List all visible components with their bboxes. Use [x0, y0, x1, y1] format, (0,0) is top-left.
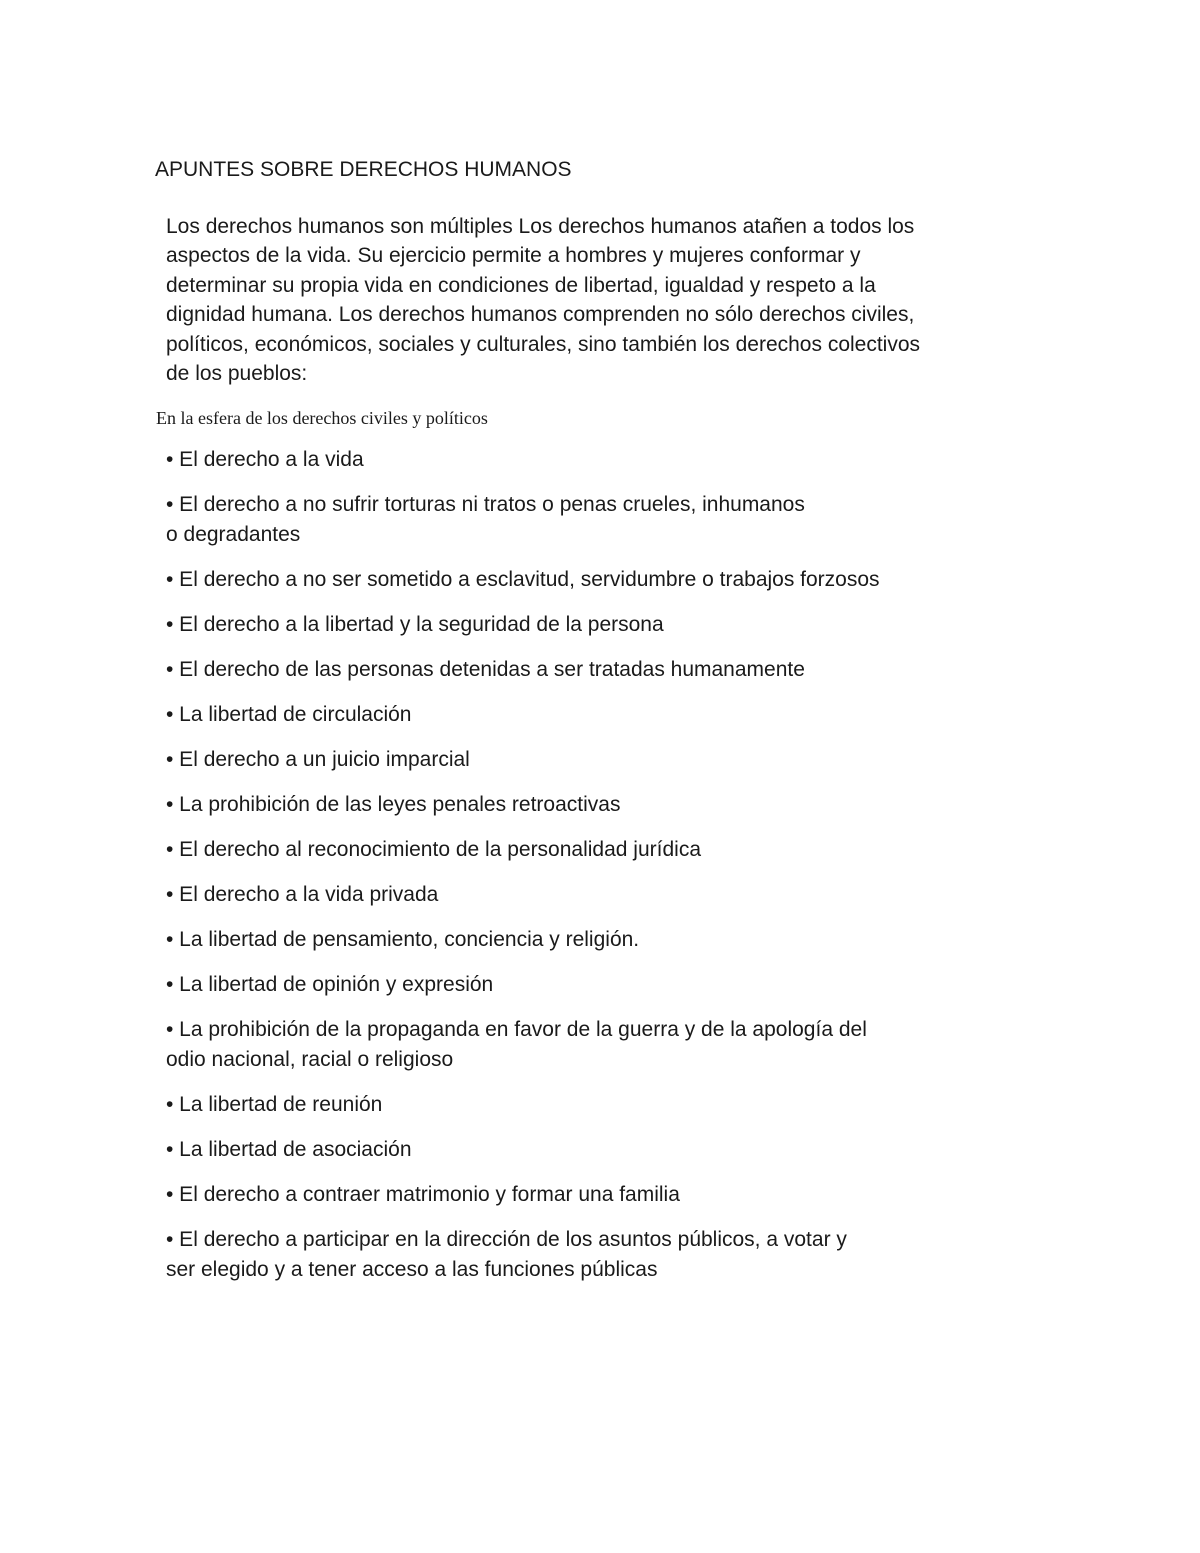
- list-item-line: • La prohibición de la propaganda en favor de la guerra y de la apología del: [166, 1018, 867, 1041]
- list-item-line: • La libertad de pensamiento, conciencia y religión.: [166, 928, 640, 951]
- intro-line: de los pueblos:: [166, 362, 308, 386]
- list-item: [166, 610, 880, 640]
- list-item-line: • El derecho a no sufrir torturas ni tratos o penas crueles, inhumanos: [166, 493, 805, 516]
- list-item-line: • El derecho a un juicio imparcial: [166, 748, 470, 771]
- list-item: [166, 745, 880, 775]
- list-item: [166, 1225, 880, 1285]
- list-item-line: • La libertad de opinión y expresión: [166, 973, 494, 996]
- list-item-line: • El derecho a la vida privada: [166, 883, 439, 906]
- list-item: [166, 1135, 880, 1165]
- list-item: [166, 700, 880, 730]
- section-subheading: En la esfera de los derechos civiles y políticos: [156, 408, 488, 428]
- list-item-line: • El derecho a no ser sometido a esclavitud, servidumbre o trabajos forzosos: [166, 568, 880, 591]
- list-item-line: • El derecho a la libertad y la seguridad de la persona: [166, 613, 664, 636]
- intro-line: determinar su propia vida en condiciones de libertad, igualdad y respeto a la: [166, 273, 876, 297]
- list-item-line: • La libertad de asociación: [166, 1138, 412, 1161]
- list-item: [166, 1015, 880, 1075]
- intro-line: aspectos de la vida. Su ejercicio permite a hombres y mujeres conformar y: [166, 244, 861, 268]
- list-item: [166, 925, 880, 955]
- list-item: [166, 1090, 880, 1120]
- intro-line: políticos, económicos, sociales y culturales, sino también los derechos colectivos: [166, 332, 921, 356]
- intro-paragraph: [166, 212, 920, 388]
- list-item: [166, 655, 880, 685]
- intro-line: Los derechos humanos son múltiples Los derechos humanos atañen a todos los: [166, 215, 915, 238]
- list-item-line: • La libertad de circulación: [166, 703, 412, 726]
- list-item: [166, 490, 880, 550]
- list-item-line: • El derecho de las personas detenidas a ser tratadas humanamente: [166, 658, 805, 681]
- list-item: [166, 790, 880, 820]
- list-item-line: ser elegido y a tener acceso a las funciones públicas: [166, 1258, 658, 1281]
- list-item-line: • El derecho a contraer matrimonio y formar una familia: [166, 1183, 680, 1206]
- list-item: [166, 880, 880, 910]
- list-item-line: • El derecho al reconocimiento de la personalidad jurídica: [166, 838, 701, 861]
- rights-list: [166, 445, 880, 1300]
- list-item-line: • La libertad de reunión: [166, 1093, 383, 1116]
- list-item-line: • El derecho a la vida: [166, 448, 364, 471]
- list-item: [166, 445, 880, 475]
- list-item: [166, 565, 880, 595]
- list-item: [166, 835, 880, 865]
- list-item-line: • El derecho a participar en la dirección de los asuntos públicos, a votar y: [166, 1228, 847, 1251]
- list-item-line: odio nacional, racial o religioso: [166, 1048, 454, 1071]
- document-title: APUNTES SOBRE DERECHOS HUMANOS: [155, 158, 572, 181]
- list-item-line: o degradantes: [166, 523, 301, 546]
- intro-line: dignidad humana. Los derechos humanos comprenden no sólo derechos civiles,: [166, 303, 915, 327]
- list-item-line: • La prohibición de las leyes penales retroactivas: [166, 793, 621, 816]
- list-item: [166, 1180, 880, 1210]
- list-item: [166, 970, 880, 1000]
